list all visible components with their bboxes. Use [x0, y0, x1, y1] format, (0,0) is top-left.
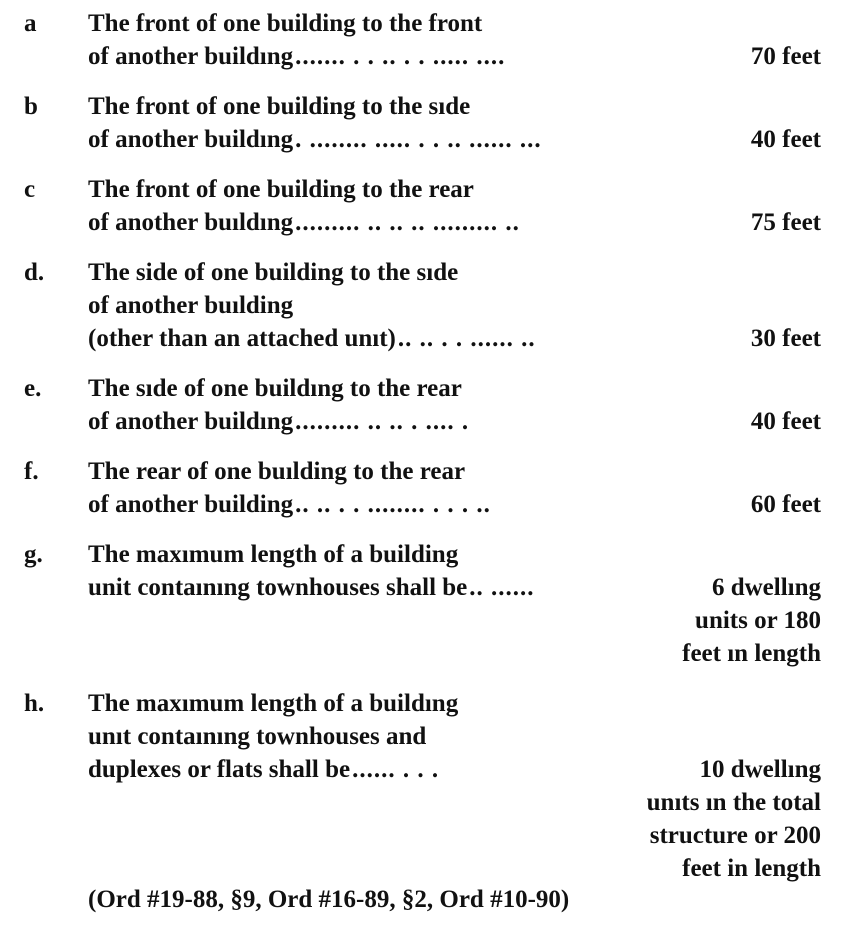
- item-leader-line: [88, 753, 821, 786]
- item-text-line: of another buılding: [88, 292, 294, 319]
- item-value: feet in length: [682, 855, 821, 882]
- item-leader-line: [88, 488, 821, 521]
- item-text-line: unıt contaınıng townhouses and: [88, 723, 427, 750]
- item-value: 70 feet: [750, 43, 821, 70]
- item-value: units or 180: [695, 607, 821, 634]
- dot-leader: ...... . . .: [352, 756, 440, 783]
- item-text-line: duplexes or flats shall be: [88, 756, 351, 783]
- item-leader-line: [88, 123, 821, 156]
- dot-leader: ......... .. .. .. ......... ..: [295, 209, 520, 236]
- item-leader-line: [88, 571, 821, 604]
- item-text-line: The maxımum length of a buildıng: [88, 690, 459, 717]
- item-value: feet ın length: [682, 640, 821, 667]
- item-text-line: of another buildıng: [88, 126, 294, 153]
- ordinance-citation: (Ord #19-88, §9, Ord #16-89, §2, Ord #10-90): [88, 886, 570, 913]
- dot-leader: ......... .. .. . .... .: [295, 408, 470, 435]
- item-leader-line: [88, 206, 821, 239]
- dot-leader: . ........ ..... . . .. ...... ...: [295, 126, 542, 153]
- item-text-line: The front of one building to the front: [88, 10, 483, 37]
- item-value: 40 feet: [750, 126, 821, 153]
- item-text-line: The front of one building to the rear: [88, 176, 474, 203]
- item-text-line: of another building: [88, 491, 294, 518]
- item-value: 30 feet: [750, 325, 821, 352]
- item-text-line: The maxımum length of a building: [88, 541, 459, 568]
- dot-leader: .. ......: [469, 574, 535, 601]
- item-text-line: The rear of one buılding to the rear: [88, 458, 466, 485]
- dot-leader: ....... . . .. . . ..... ....: [295, 43, 506, 70]
- item-text-line: (other than an attached unıt): [88, 325, 396, 352]
- item-letter: f.: [24, 458, 39, 485]
- item-value: 40 feet: [750, 408, 821, 435]
- item-text-line: The side of one building to the sıde: [88, 259, 459, 286]
- item-letter: d.: [24, 259, 45, 286]
- item-letter: b: [24, 93, 38, 120]
- item-text-line: of another buildıng: [88, 408, 294, 435]
- item-leader-line: [88, 405, 821, 438]
- item-text-line: The sıde of one buildıng to the rear: [88, 375, 462, 402]
- item-letter: e.: [24, 375, 42, 402]
- dot-leader: .. .. . . ...... ..: [397, 325, 536, 352]
- item-letter: c: [24, 176, 36, 203]
- item-leader-line: [88, 322, 821, 355]
- item-value: 10 dwellıng: [699, 756, 821, 783]
- item-value: unıts ın the total: [646, 789, 821, 816]
- item-value: 6 dwellıng: [711, 574, 821, 601]
- item-text-line: The front of one building to the sıde: [88, 93, 471, 120]
- item-leader-line: [88, 40, 821, 73]
- item-text-line: of another buildıng: [88, 43, 294, 70]
- item-letter: a: [24, 10, 37, 37]
- item-text-line: unit contaınıng townhouses shall be: [88, 574, 468, 601]
- item-letter: g.: [24, 541, 43, 568]
- dot-leader: .. .. . . ........ . . . ..: [295, 491, 491, 518]
- item-text-line: of another buıldıng: [88, 209, 294, 236]
- item-value: 75 feet: [750, 209, 821, 236]
- item-letter: h.: [24, 690, 45, 717]
- item-value: structure or 200: [649, 822, 821, 849]
- item-value: 60 feet: [750, 491, 821, 518]
